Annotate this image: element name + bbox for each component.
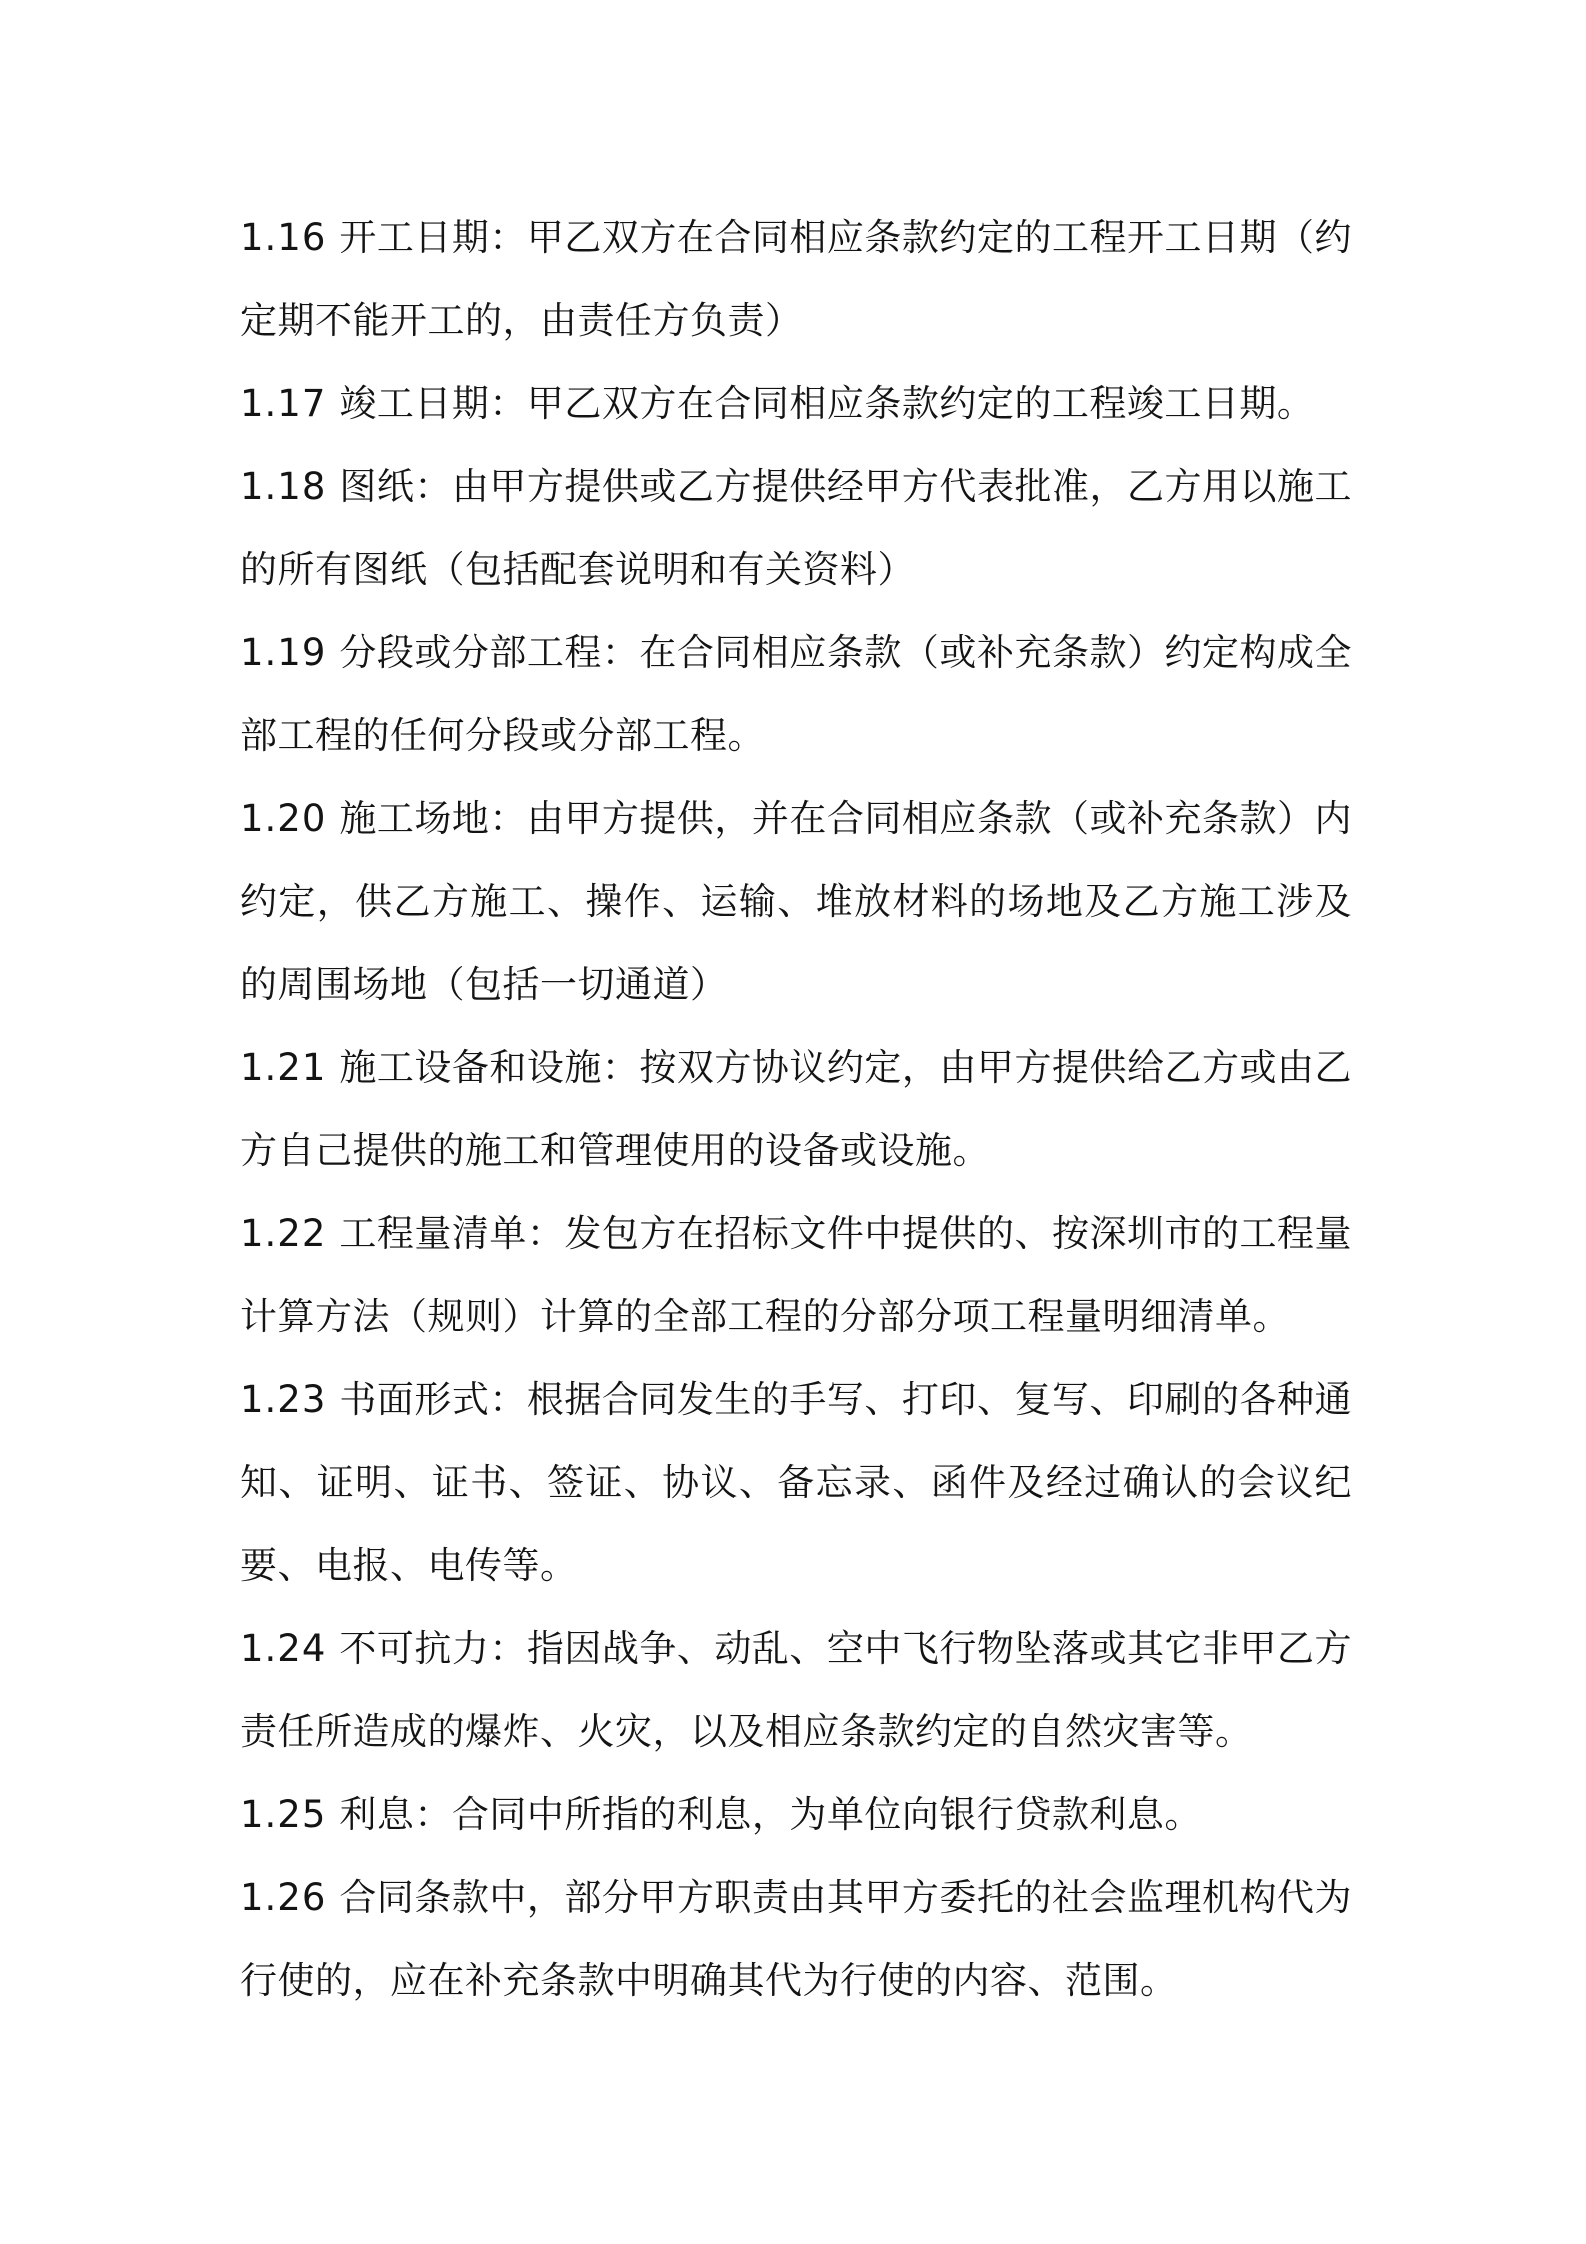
clause-1-16	[240, 196, 1352, 362]
clause-1-24	[240, 1607, 1352, 1773]
clause-number: 1.26	[240, 1876, 327, 1919]
clause-text: 开工日期：甲乙双方在合同相应条款约定的工程开工日期（约定期不能开工的，由责任方负责）	[240, 216, 1352, 342]
clause-text: 竣工日期：甲乙双方在合同相应条款约定的工程竣工日期。	[339, 382, 1315, 425]
clause-number: 1.19	[240, 631, 327, 674]
clause-number: 1.17	[240, 382, 327, 425]
clause-1-25	[240, 1773, 1352, 1856]
clause-number: 1.23	[240, 1378, 327, 1421]
clause-text: 分段或分部工程：在合同相应条款（或补充条款）约定构成全部工程的任何分段或分部工程。	[240, 631, 1352, 757]
clause-1-22	[240, 1192, 1352, 1358]
document-page	[240, 196, 1352, 2022]
clause-number: 1.25	[240, 1793, 327, 1836]
clause-text: 合同条款中，部分甲方职责由其甲方委托的社会监理机构代为行使的，应在补充条款中明确其代为行使的内容、范围。	[240, 1876, 1352, 2002]
clause-text: 施工场地：由甲方提供，并在合同相应条款（或补充条款）内约定，供乙方施工、操作、运输、堆放材料的场地及乙方施工涉及的周围场地（包括一切通道）	[240, 797, 1352, 1006]
clause-text: 不可抗力：指因战争、动乱、空中飞行物坠落或其它非甲乙方责任所造成的爆炸、火灾，以及相应条款约定的自然灾害等。	[240, 1627, 1352, 1753]
clause-number: 1.16	[240, 216, 327, 259]
clause-text: 图纸：由甲方提供或乙方提供经甲方代表批准，乙方用以施工的所有图纸（包括配套说明和有关资料）	[240, 465, 1352, 591]
clause-text: 利息：合同中所指的利息，为单位向银行贷款利息。	[339, 1793, 1202, 1836]
clause-1-21	[240, 1026, 1352, 1192]
clause-number: 1.21	[240, 1046, 327, 1089]
clause-text: 工程量清单：发包方在招标文件中提供的、按深圳市的工程量计算方法（规则）计算的全部工程的分部分项工程量明细清单。	[240, 1212, 1352, 1338]
clause-number: 1.18	[240, 465, 327, 508]
clause-1-18	[240, 445, 1352, 611]
clause-number: 1.24	[240, 1627, 327, 1670]
clause-1-19	[240, 611, 1352, 777]
clause-1-20	[240, 777, 1352, 1026]
clause-1-23	[240, 1358, 1352, 1607]
clause-number: 1.22	[240, 1212, 327, 1255]
clause-text: 书面形式：根据合同发生的手写、打印、复写、印刷的各种通知、证明、证书、签证、协议、备忘录、函件及经过确认的会议纪要、电报、电传等。	[240, 1378, 1352, 1587]
clause-1-17	[240, 362, 1352, 445]
clause-number: 1.20	[240, 797, 327, 840]
clause-1-26	[240, 1856, 1352, 2022]
clause-text: 施工设备和设施：按双方协议约定，由甲方提供给乙方或由乙方自己提供的施工和管理使用的设备或设施。	[240, 1046, 1352, 1172]
